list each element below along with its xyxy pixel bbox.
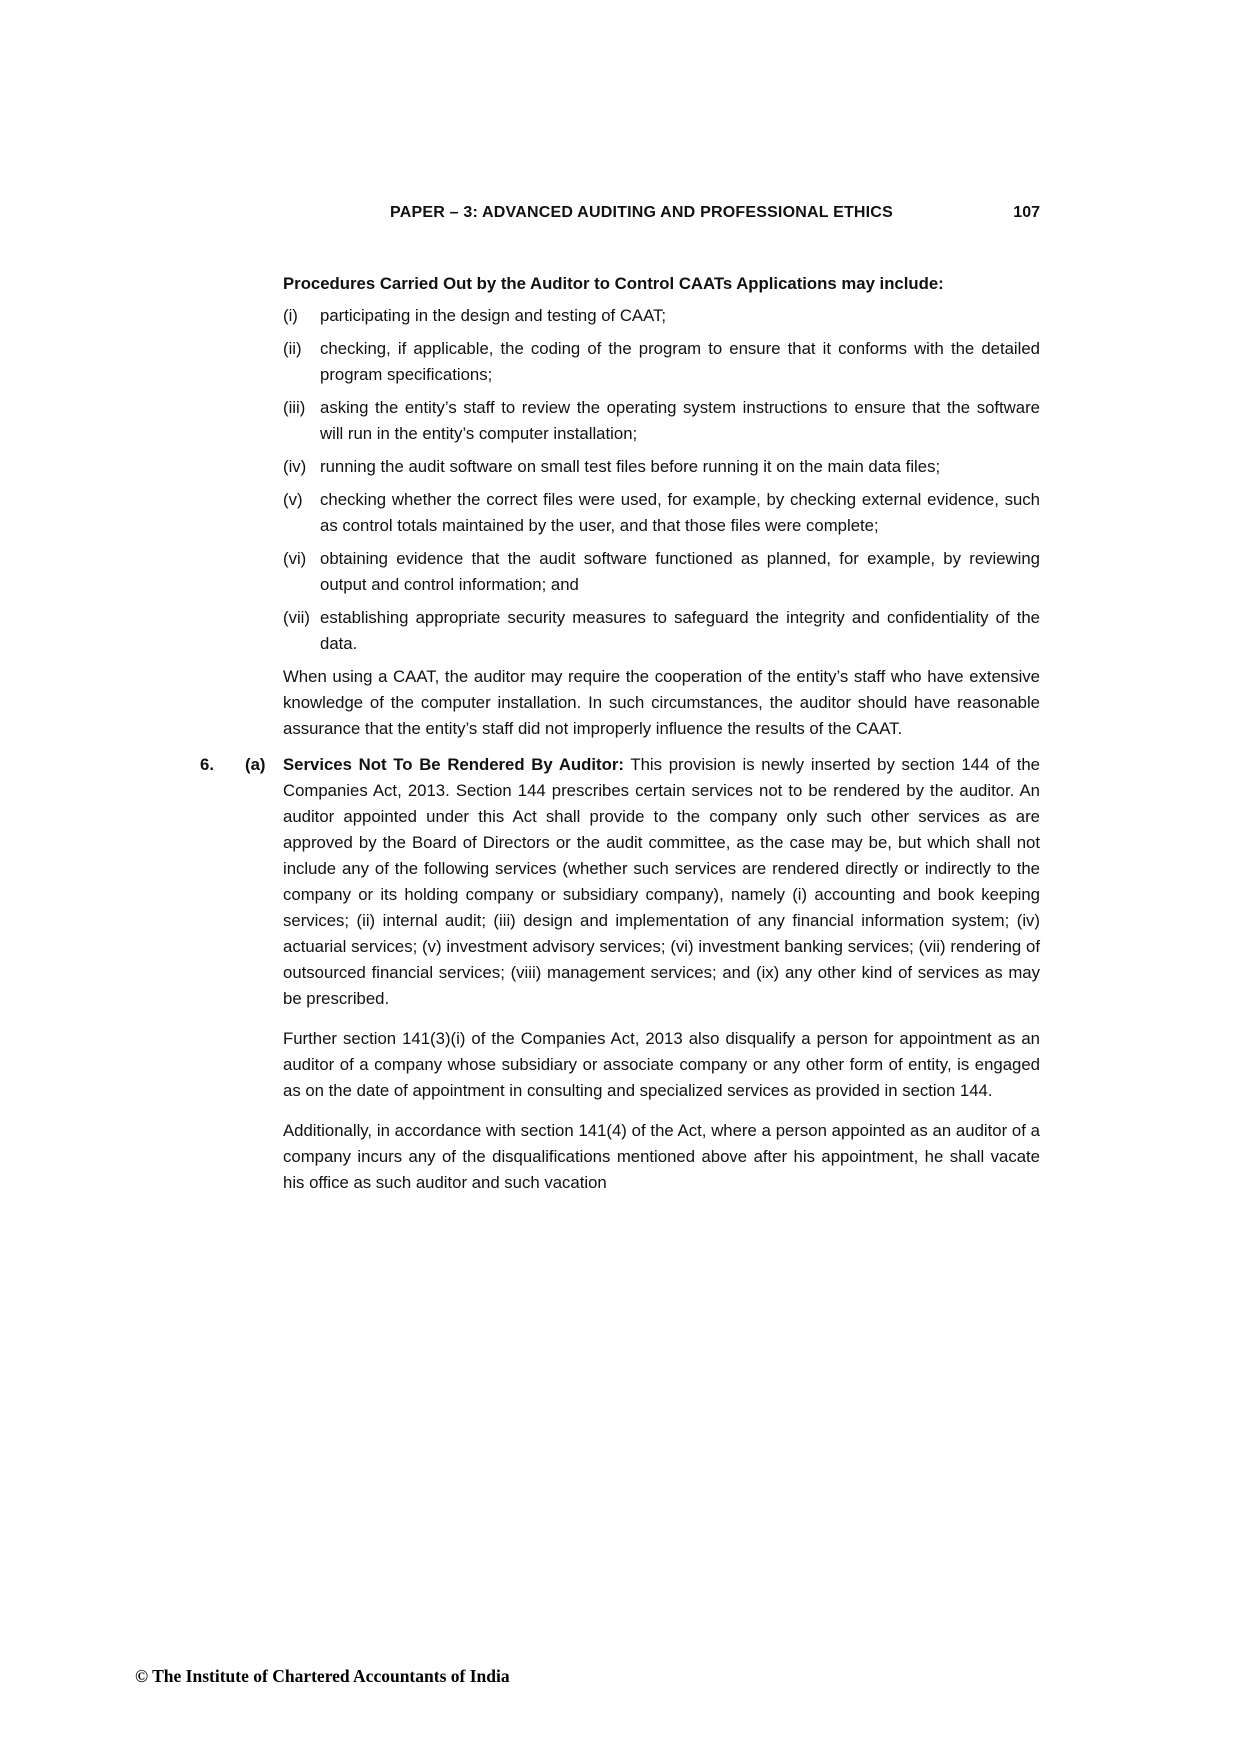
list-item [283,395,1040,447]
numbered-item-6a [200,752,1040,1196]
list-item-text: participating in the design and testing of CAAT; [320,306,667,325]
item-sub-label: (a) [245,755,266,774]
list-item [283,487,1040,539]
main-content [283,271,1040,742]
list-item-label: (vi) [283,549,307,568]
list-item-label: (vii) [283,608,310,627]
item-body [283,752,1040,1196]
list-item [283,336,1040,388]
list-item-label: (i) [283,306,298,325]
page-number: 107 [1013,204,1040,221]
list-item-label: (iii) [283,398,306,417]
copyright-footer: © The Institute of Chartered Accountants of India [135,1666,510,1686]
paragraph-caat-cooperation: When using a CAAT, the auditor may require the cooperation of the entity’s staff who have extensive knowledge of the computer installation. In such circumstances, the auditor should have reasonable assurance that the entity’s staff did not improperly influence the results of the CAAT. [283,667,1040,738]
paragraph-services-not-rendered [283,752,1040,1012]
paragraph-section-141-4: Additionally, in accordance with section 141(4) of the Act, where a person appointed as an auditor of a company incurs any of the disqualifications mentioned above after his appointment, he shall vacate his office as such auditor and such vacation [283,1121,1040,1192]
list-item [283,546,1040,598]
running-header-title: PAPER – 3: ADVANCED AUDITING AND PROFESSIONAL ETHICS [390,204,893,221]
page-header [283,0,1040,224]
list-item-text: obtaining evidence that the audit software functioned as planned, for example, by reviewing output and control information; and [320,549,1040,594]
paragraph-bold-lead: Services Not To Be Rendered By Auditor: [283,755,624,774]
list-item-text: asking the entity’s staff to review the operating system instructions to ensure that the software will run in the entity’s computer installation; [320,398,1040,443]
list-item-label: (iv) [283,457,307,476]
paragraph-section-141-3i: Further section 141(3)(i) of the Companies Act, 2013 also disqualify a person for appointment as an auditor of a company whose subsidiary or associate company or any other form of entity, is engaged as on the date of appointment in consulting and specialized services as provided in section 144. [283,1029,1040,1100]
list-item-text: establishing appropriate security measures to safeguard the integrity and confidentiality of the data. [320,608,1040,653]
list-item [283,303,1040,329]
list-item [283,454,1040,480]
section-heading: Procedures Carried Out by the Auditor to Control CAATs Applications may include: [283,274,944,293]
list-item-text: running the audit software on small test files before running it on the main data files; [320,457,941,476]
list-item-label: (v) [283,490,303,509]
list-item-label: (ii) [283,339,302,358]
paragraph-lead-text: This provision is newly inserted by section 144 of the Companies Act, 2013. Section 144 prescribes certain services not to be rendered by the auditor. An auditor appointed under this Act shall provide to the company only such other services as are approved by the Board of Directors or the audit committee, as the case may be, but which shall not include any of the following services (whether such services are rendered directly or indirectly to the company or its holding company or subsidiary company), namely (i) accounting and book keeping services; (ii) internal audit; (iii) design and implementation of any financial information system; (iv) actuarial services; (v) investment advisory services; (vi) investment banking services; (vii) rendering of outsourced financial services; (viii) management services; and (ix) any other kind of services as may be prescribed. [283,755,1040,1008]
item-number: 6. [200,755,214,774]
list-item-text: checking, if applicable, the coding of the program to ensure that it conforms with the detailed program specifications; [320,339,1040,384]
list-item-text: checking whether the correct files were used, for example, by checking external evidence, such as control totals maintained by the user, and that those files were complete; [320,490,1040,535]
list-item [283,605,1040,657]
